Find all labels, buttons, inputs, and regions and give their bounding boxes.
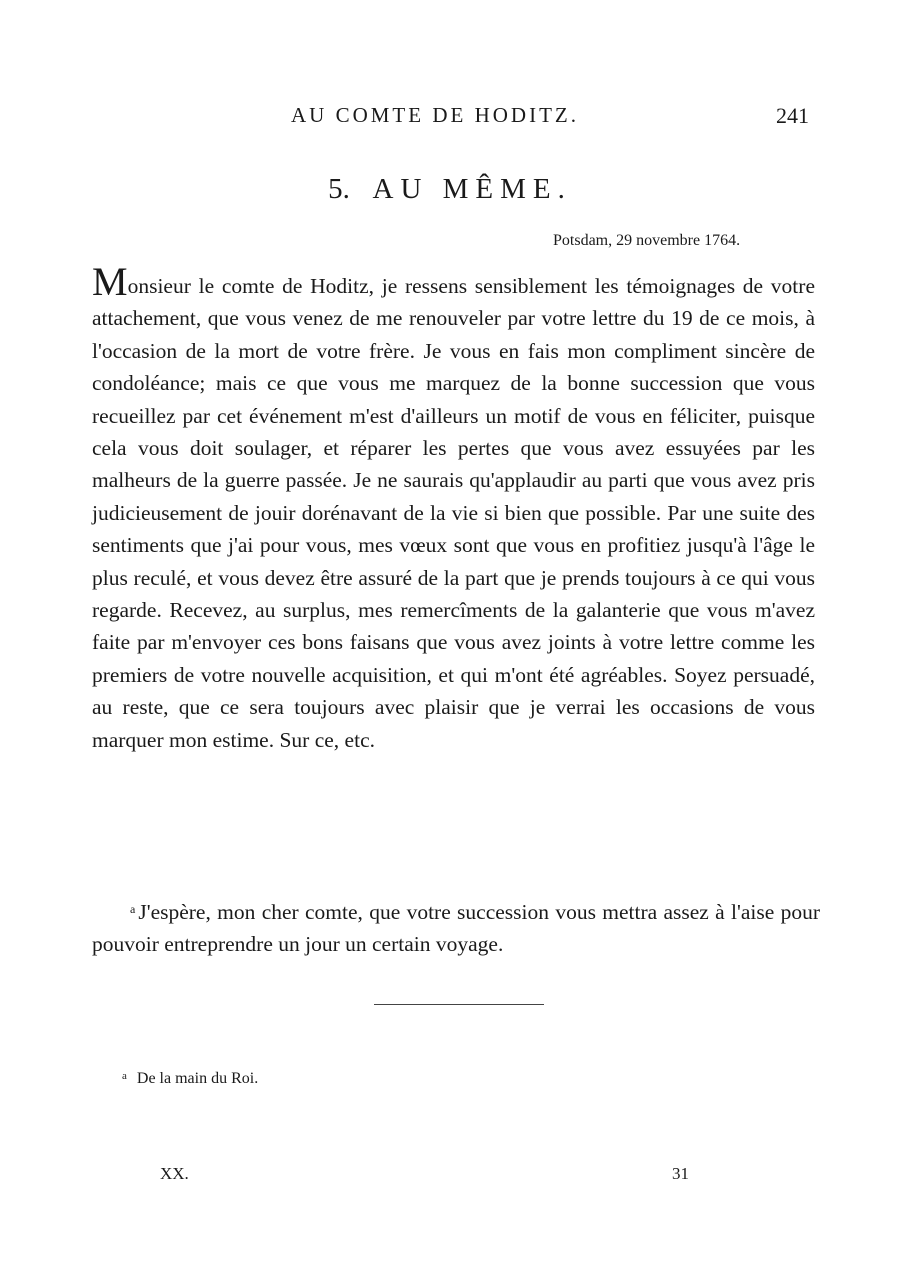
postscript-mark: a — [130, 902, 136, 916]
section-divider — [374, 1004, 544, 1005]
drop-cap: M — [92, 259, 128, 304]
footnote-mark: a — [122, 1070, 127, 1082]
dateline: Potsdam, 29 novembre 1764. — [553, 232, 741, 249]
postscript-text: J'espère, mon cher comte, que votre succession vous mettra assez à l'aise pour pouvoir entreprendre un jour un certain voyage. — [92, 900, 820, 957]
signature-mark: XX. — [160, 1164, 189, 1183]
letter-text: onsieur le comte de Hoditz, je ressens sensiblement les témoignages de votre attachement, que vous venez de me renouveler par votre lettre du 19 de ce mois, à l'occasion de la mort de votre frère. Je vous en fais mon compliment sincère de condoléance; mais ce que vous me marquez de la bonne succession que vous recueillez par cet événement m'est d'ailleurs un motif de vous en féliciter, puisque cela vous doit soulager, et réparer les pertes que vous avez essuyées par les malheurs de la guerre passée. Je ne saurais qu'applaudir au parti que vous avez pris judicieusement de jouir dorénavant de la vie si bien que possible. Par une suite des sentiments que j'ai pour vous, mes vœux sont que vous en profitiez jusqu'à l'âge le plus reculé, et vous devez être assuré de la part que je prends toujours à ce qui vous regarde. Recevez, au surplus, mes remercîments de la galanterie que vous m'avez faite par m'envoyer ces bons faisans que vous avez joints à votre lettre comme les premiers de votre nouvelle acquisition, et qui m'ont été agréables. Soyez persuadé, au reste, que ce sera toujours avec plaisir que je verrai les occasions de vous marquer mon estime. Sur ce, etc. — [92, 274, 815, 752]
postscript — [92, 893, 820, 961]
page-number: 241 — [776, 103, 809, 128]
footnote-text: De la main du Roi. — [136, 1070, 259, 1087]
running-title: AU COMTE DE HODITZ. — [291, 103, 579, 127]
running-head — [0, 103, 900, 131]
letter-heading — [0, 173, 900, 206]
sheet-number: 31 — [672, 1164, 689, 1183]
footnote — [122, 1070, 258, 1088]
letter-number: 5. — [328, 173, 350, 205]
letter-title: AU MÊME. — [372, 173, 572, 205]
letter-body — [92, 259, 815, 756]
